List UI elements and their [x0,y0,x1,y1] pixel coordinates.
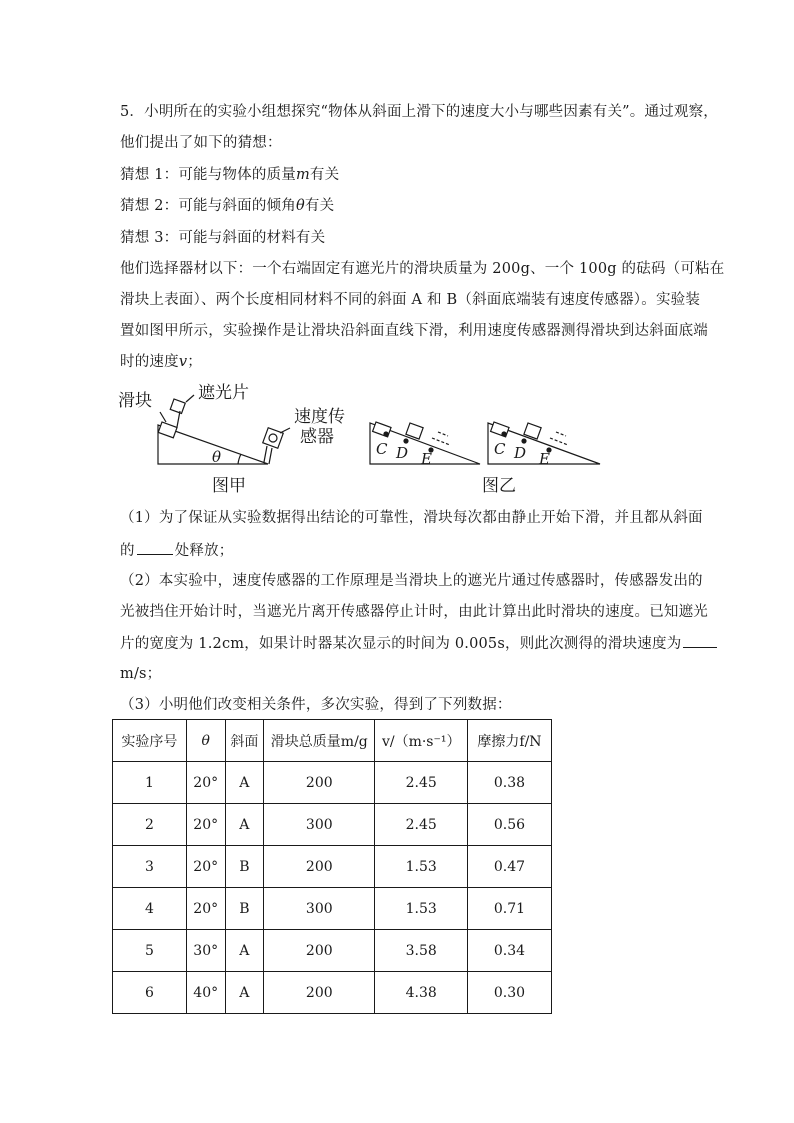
question-intro-line-1 [120,102,718,122]
question-intro-text: 小明所在的实验小组想探究“物体从斜面上滑下的速度大小与哪些因素有关”。通过观察， [144,104,718,120]
dashed-block-b1-2 [432,438,450,445]
cell: 4.38 [375,972,468,1014]
cell: 0.34 [467,930,551,972]
guess-1-suffix: 有关 [309,167,340,183]
guess-1-var: m [295,167,310,183]
materials-line-4 [120,352,202,372]
point-d-b2 [522,439,526,443]
cell: 0.71 [467,888,551,930]
question-intro-line-2: 他们提出了如下的猜想： [120,135,282,151]
cell: 1.53 [375,888,468,930]
cell: B [225,888,264,930]
materials-line-1: 他们选择器材以下：一个右端固定有遮光片的滑块质量为 200g、一个 100g 的砝码（可粘在 [120,261,725,277]
header-friction: 摩擦力f/N [467,720,551,762]
table-row [113,804,552,846]
cell: A [225,804,264,846]
guess-3 [120,228,325,248]
cell: 30° [186,930,225,972]
q2-line-3 [120,633,719,654]
table-row [113,930,552,972]
label-d-b2: D [514,444,527,462]
table-row [113,846,552,888]
cell: 5 [113,930,187,972]
label-c-b1: C [376,440,388,458]
cell: 20° [186,804,225,846]
guess-1-prefix: 猜想 1：可能与物体的质量 [120,167,296,183]
q2-prefix: 片的宽度为 1.2cm，如果计时器某次显示的时间为 0.005s，则此次测得的滑块速度为 [120,636,682,652]
cell: A [225,762,264,804]
q1-prefix: 的 [120,543,135,559]
cell: 2 [113,804,187,846]
label-e-b2: E [539,450,550,468]
dashed-block-b2-2 [550,438,568,445]
cell: 200 [264,972,375,1014]
materials-line-3: 置如图甲所示，实验操作是让滑块沿斜面直线下滑，利用速度传感器测得滑块到达斜面底端 [120,323,708,339]
q2-line-2: 光被挡住开始计时，当遮光片离开传感器停止计时，由此计算出此时滑块的速度。已知遮光 [120,604,708,620]
cell: 200 [264,762,375,804]
dashed-block-b2 [556,432,566,436]
experiment-figures [110,378,610,498]
guess-2-prefix: 猜想 2：可能与斜面的倾角 [120,198,296,214]
q1-answer-blank[interactable] [137,540,173,555]
cell: 20° [186,888,225,930]
cell: 200 [264,930,375,972]
q1-line-2 [120,540,234,561]
guess-2-var: θ [295,198,305,214]
label-c-b2: C [494,440,506,458]
label-sensor-2: 感器 [300,427,334,447]
header-velocity: v/（m·s⁻¹） [375,720,468,762]
cell: 0.38 [467,762,551,804]
experiment-data-table [112,719,552,1014]
sensor-icon [263,428,284,449]
cell: 0.56 [467,804,551,846]
sensor-stand-2 [269,448,272,464]
cell: 6 [113,972,187,1014]
shutter-label-line [186,395,194,402]
cell: 1 [113,762,187,804]
figure-a [158,395,290,464]
caption-a: 图甲 [212,476,246,496]
cell: 300 [264,804,375,846]
cell: 1.53 [375,846,468,888]
shutter-icon [170,399,185,413]
cell: 0.47 [467,846,551,888]
cell: 4 [113,888,187,930]
cell: 3 [113,846,187,888]
slider-block-icon [158,422,177,438]
guess-2-suffix: 有关 [304,198,335,214]
cell: 20° [186,846,225,888]
cell: A [225,930,264,972]
materials-line-2: 滑块上表面）、两个长度相同材料不同的斜面 A 和 B（斜面底端装有速度传感器）。实验装 [120,292,701,308]
sensor-stand [264,446,267,462]
caption-b: 图乙 [482,476,516,496]
materials-last-prefix: 时的速度 [120,354,179,370]
cell: A [225,972,264,1014]
label-slider: 滑块 [118,391,152,411]
guess-2 [120,196,334,216]
label-e-b1: E [421,450,432,468]
q2-line-4: m/s； [120,666,162,682]
cell: 3.58 [375,930,468,972]
materials-last-suffix: ； [187,354,202,370]
label-sensor-1: 速度传 [294,407,345,427]
header-theta: θ [186,720,225,762]
cell: 2.45 [375,762,468,804]
figure-diagram [110,378,610,498]
cell: 2.45 [375,804,468,846]
cell: B [225,846,264,888]
cell: 40° [186,972,225,1014]
question-number: 5． [120,104,145,120]
label-theta: θ [212,448,222,466]
header-incline: 斜面 [225,720,264,762]
q3-line-1: （3）小明他们改变相关条件，多次实验，得到了下列数据： [120,697,512,713]
cell: 300 [264,888,375,930]
angle-arc [238,454,241,464]
table-row [113,888,552,930]
shutter-b1-icon [406,423,423,439]
q2-answer-blank[interactable] [683,633,717,648]
point-c-b2 [502,432,506,436]
table-row [113,762,552,804]
label-d-b1: D [396,444,409,462]
cell: 200 [264,846,375,888]
q1-suffix: 处释放； [174,543,234,559]
cell: 20° [186,762,225,804]
header-trial: 实验序号 [113,720,187,762]
cell: 0.30 [467,972,551,1014]
header-mass: 滑块总质量m/g [264,720,375,762]
materials-last-var: v [178,354,188,370]
guess-1 [120,165,339,185]
shutter-stem [177,411,180,427]
q1-line-1: （1）为了保证从实验数据得出结论的可靠性，滑块每次都由静止开始下滑，并且都从斜面 [120,510,703,526]
dashed-block-b1 [438,432,448,436]
point-c-b1 [384,432,388,436]
table-header-row [113,720,552,762]
slider-label-line [160,412,166,422]
table-row [113,972,552,1014]
sensor-label-line [280,428,290,433]
label-shutter: 遮光片 [198,383,249,403]
guess-3-text: 猜想 3：可能与斜面的材料有关 [120,230,326,246]
point-d-b1 [404,439,408,443]
q2-line-1: （2）本实验中，速度传感器的工作原理是当滑块上的遮光片通过传感器时，传感器发出的 [120,573,703,589]
